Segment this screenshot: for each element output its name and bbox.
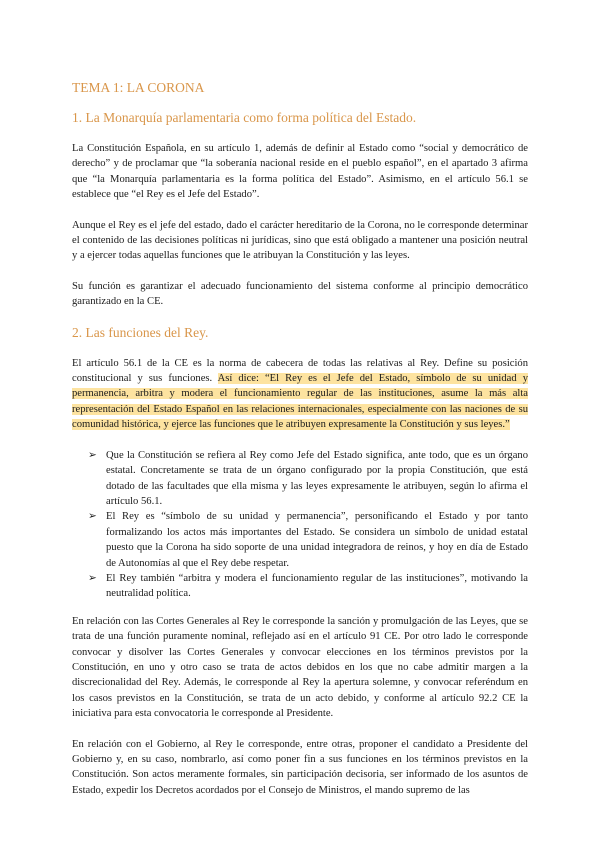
- section-2-heading: 2. Las funciones del Rey.: [72, 324, 209, 340]
- intro-plain-text: El artículo 56.1 de la CE es la norma de cabecera de todas las relativas al Rey. Define su posición constitucional y sus funciones.: [72, 357, 528, 385]
- arrow-bullet-icon: ➢: [88, 572, 97, 584]
- document-title: TEMA 1: LA CORONA: [72, 80, 205, 95]
- list-item-text: Que la Constitución se refiera al Rey como Jefe del Estado significa, ante todo, que es un órgano estatal. Concretamente se trata de un órgano configurado por la propia Constitución, que está dotado de las facultades que ella misma y las leyes expresamente le atribuyen, según lo afirma el artículo 56.1.: [106, 449, 528, 507]
- list-item-text: El Rey es “símbolo de su unidad y permanencia”, personificando el Estado y por tanto formalizando los actos más importantes del Estado. Se considera un símbolo de unidad estatal puesto que la Corona ha sido soporte de una unidad integradora de reinos, y hoy en día de Estado de Autonomías al que el Rey debe respetar.: [106, 511, 528, 569]
- arrow-bullet-icon: ➢: [88, 511, 97, 523]
- list-item: [72, 509, 528, 571]
- list-item: [72, 571, 528, 602]
- section-2-paragraph: En relación con el Gobierno, al Rey le corresponde, entre otras, proponer el candidato a Presidente del Gobierno y, en su caso, nombrarlo, así como poner fin a sus funciones en los términos previstos en la Constitución. Son actos meramente formales, sin participación decisoria, ser informado de los asuntos de Estado, expedir los Decretos acordados por el Consejo de Ministros, el mando supremo de las: [72, 738, 528, 796]
- section-2-paragraph: En relación con las Cortes Generales al Rey le corresponde la sanción y promulgación de las Leyes, que se trata de una función puramente nominal, reflejado así en el artículo 91 CE. Por otro lado le corresponde convocar y disolver las Cortes Generales y convocar elecciones en los términos previstos por la Constitución, en uno y otro caso se trata de actos debidos en los que no cabe admitir margen a la discrecionalidad del Rey. Además, le corresponde al Rey la apertura solemne, y convocar referéndum en los casos previstos en la Constitución, se trata de un acto debido, y conforme al artículo 92.2 CE la iniciativa para esta convocatoria le corresponde al Presidente.: [72, 615, 528, 720]
- section-1-heading: 1. La Monarquía parlamentaria como forma política del Estado.: [72, 110, 417, 125]
- list-item-text: El Rey también “arbitra y modera el funcionamiento regular de las instituciones”, motivando la neutralidad política.: [106, 572, 528, 600]
- functions-list: [72, 448, 528, 602]
- highlighted-quote: Así dice: “El Rey es el Jefe del Estado, símbolo de su unidad y permanencia, arbitra y modera el funcionamiento regular de las instituciones, asume la más alta representación del Estado Español en las relaciones internacionales, especialmente con las naciones de su comunidad histórica, y ejerce las funciones que le atribuyen expresamente la Constitución y sus leyes.”: [72, 373, 528, 431]
- list-item: [72, 448, 528, 510]
- section-1-paragraph: Su función es garantizar el adecuado funcionamiento del sistema conforme al principio democrático garantizado en la CE.: [72, 280, 528, 308]
- section-1-paragraph: La Constitución Española, en su artículo 1, además de definir al Estado como “social y democrático de derecho” y de proclamar que “la soberanía nacional reside en el pueblo español”, en el apartado 3 afirma que “la Monarquía parlamentaria es la forma política del Estado”. Asimismo, en el artículo 56.1 se establece que “el Rey es el Jefe del Estado”.: [72, 143, 528, 201]
- section-1-paragraph: Aunque el Rey es el jefe del estado, dado el carácter hereditario de la Corona, no le corresponde determinar el contenido de las decisiones políticas ni jurídicas, sino que está obligado a mantener una posición neutral y a ejercer todas aquellas funciones que le atribuyan la Constitución y las leyes.: [72, 219, 528, 262]
- arrow-bullet-icon: ➢: [88, 449, 97, 461]
- section-2-intro: [72, 356, 528, 433]
